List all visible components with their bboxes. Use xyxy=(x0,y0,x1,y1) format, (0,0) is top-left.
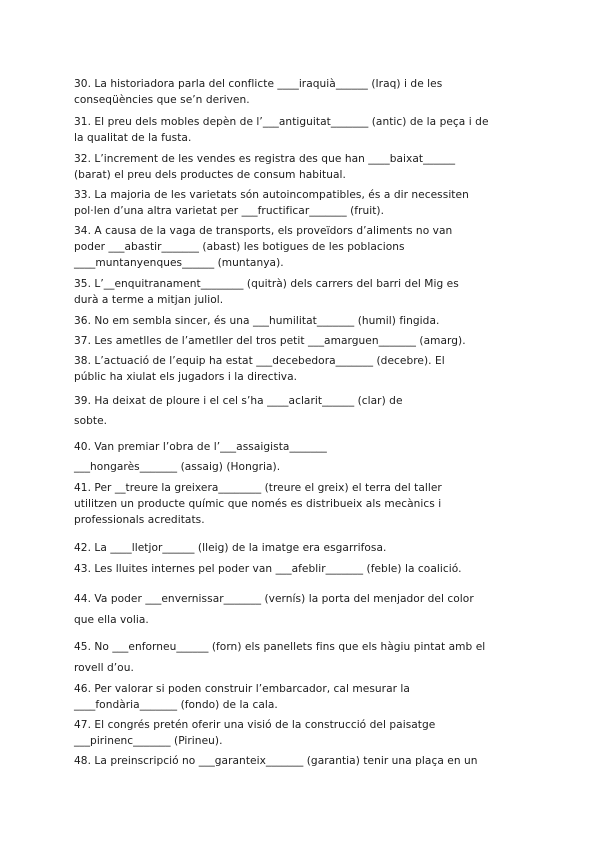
item-line: 44. Va poder ___envernissar_______ (vernís) la porta del menjador del color xyxy=(74,593,474,605)
item-line: 47. El congrés pretén oferir una visió de la construcció del paisatge xyxy=(74,719,436,731)
item-line: 32. L’increment de les vendes es registra des que han ____baixat______ xyxy=(74,153,456,165)
item-line: 34. A causa de la vaga de transports, els proveïdors d’aliments no van xyxy=(74,225,453,237)
item-line: sobte. xyxy=(74,415,108,427)
item-line: 40. Van premiar l’obra de l’___assaigista_______ xyxy=(74,441,327,453)
exercise-item-42 xyxy=(74,540,534,556)
item-line: la qualitat de la fusta. xyxy=(74,132,192,144)
exercise-item-47 xyxy=(74,717,534,749)
item-line: professionals acreditats. xyxy=(74,514,205,526)
exercise-item-31 xyxy=(74,114,534,146)
exercise-item-37 xyxy=(74,333,534,349)
exercise-item-34 xyxy=(74,223,534,271)
item-line: 42. La ____lletjor______ (lleig) de la imatge era esgarrifosa. xyxy=(74,542,387,554)
item-line: que ella volia. xyxy=(74,614,149,626)
item-line: 31. El preu dels mobles depèn de l’___antiguitat_______ (antic) de la peça i de xyxy=(74,116,489,128)
item-line: ____fondària_______ (fondo) de la cala. xyxy=(74,699,278,711)
item-line: 45. No ___enforneu______ (forn) els panellets fins que els hàgiu pintat amb el xyxy=(74,641,486,653)
item-line: 38. L’actuació de l’equip ha estat ___decebedora_______ (decebre). El xyxy=(74,355,445,367)
item-line: 39. Ha deixat de ploure i el cel s’ha ____aclarit______ (clar) de xyxy=(74,395,403,407)
item-line: 30. La historiadora parla del conflicte ____iraquià______ (Iraq) i de les xyxy=(74,78,443,90)
exercise-item-45 xyxy=(74,637,534,679)
exercise-item-33 xyxy=(74,187,534,219)
exercise-item-39 xyxy=(74,391,534,431)
item-line: públic ha xiulat els jugadors i la directiva. xyxy=(74,371,298,383)
exercise-item-30 xyxy=(74,76,534,108)
exercise-item-48 xyxy=(74,753,534,769)
item-line: pol·len d’una altra varietat per ___fructificar_______ (fruit). xyxy=(74,205,385,217)
exercise-item-40 xyxy=(74,437,534,477)
item-line: poder ___abastir_______ (abast) les botigues de les poblacions xyxy=(74,241,405,253)
exercise-item-36 xyxy=(74,313,534,329)
item-line: 33. La majoria de les varietats són autoincompatibles, és a dir necessiten xyxy=(74,189,469,201)
item-line: durà a terme a mitjan juliol. xyxy=(74,294,224,306)
item-line: ___pirinenc_______ (Pirineu). xyxy=(74,735,223,747)
item-line: 43. Les lluites internes pel poder van ___afeblir_______ (feble) la coalició. xyxy=(74,563,462,575)
item-line: ____muntanyenques______ (muntanya). xyxy=(74,257,284,269)
item-line: 37. Les ametlles de l’ametller del tros petit ___amarguen_______ (amarg). xyxy=(74,335,466,347)
exercise-item-46 xyxy=(74,681,534,713)
exercise-item-35 xyxy=(74,276,534,308)
item-line: (barat) el preu dels productes de consum habitual. xyxy=(74,169,346,181)
item-line: 46. Per valorar si poden construir l’embarcador, cal mesurar la xyxy=(74,683,410,695)
item-line: 48. La preinscripció no ___garanteix_______ (garantia) tenir una plaça en un xyxy=(74,755,478,767)
exercise-item-32 xyxy=(74,151,534,183)
item-line: ___hongarès_______ (assaig) (Hongria). xyxy=(74,461,281,473)
exercise-item-43 xyxy=(74,561,534,577)
item-line: rovell d’ou. xyxy=(74,662,134,674)
exercise-item-44 xyxy=(74,589,534,631)
item-line: 36. No em sembla sincer, és una ___humilitat_______ (humil) fingida. xyxy=(74,315,440,327)
exercise-item-41 xyxy=(74,480,534,528)
exercise-item-38 xyxy=(74,353,534,385)
item-line: 41. Per __treure la greixera________ (treure el greix) el terra del taller xyxy=(74,482,442,494)
item-line: utilitzen un producte químic que només es distribueix als mecànics i xyxy=(74,498,442,510)
item-line: 35. L’__enquitranament________ (quitrà) dels carrers del barri del Mig es xyxy=(74,278,459,290)
item-line: conseqüències que se’n deriven. xyxy=(74,94,250,106)
